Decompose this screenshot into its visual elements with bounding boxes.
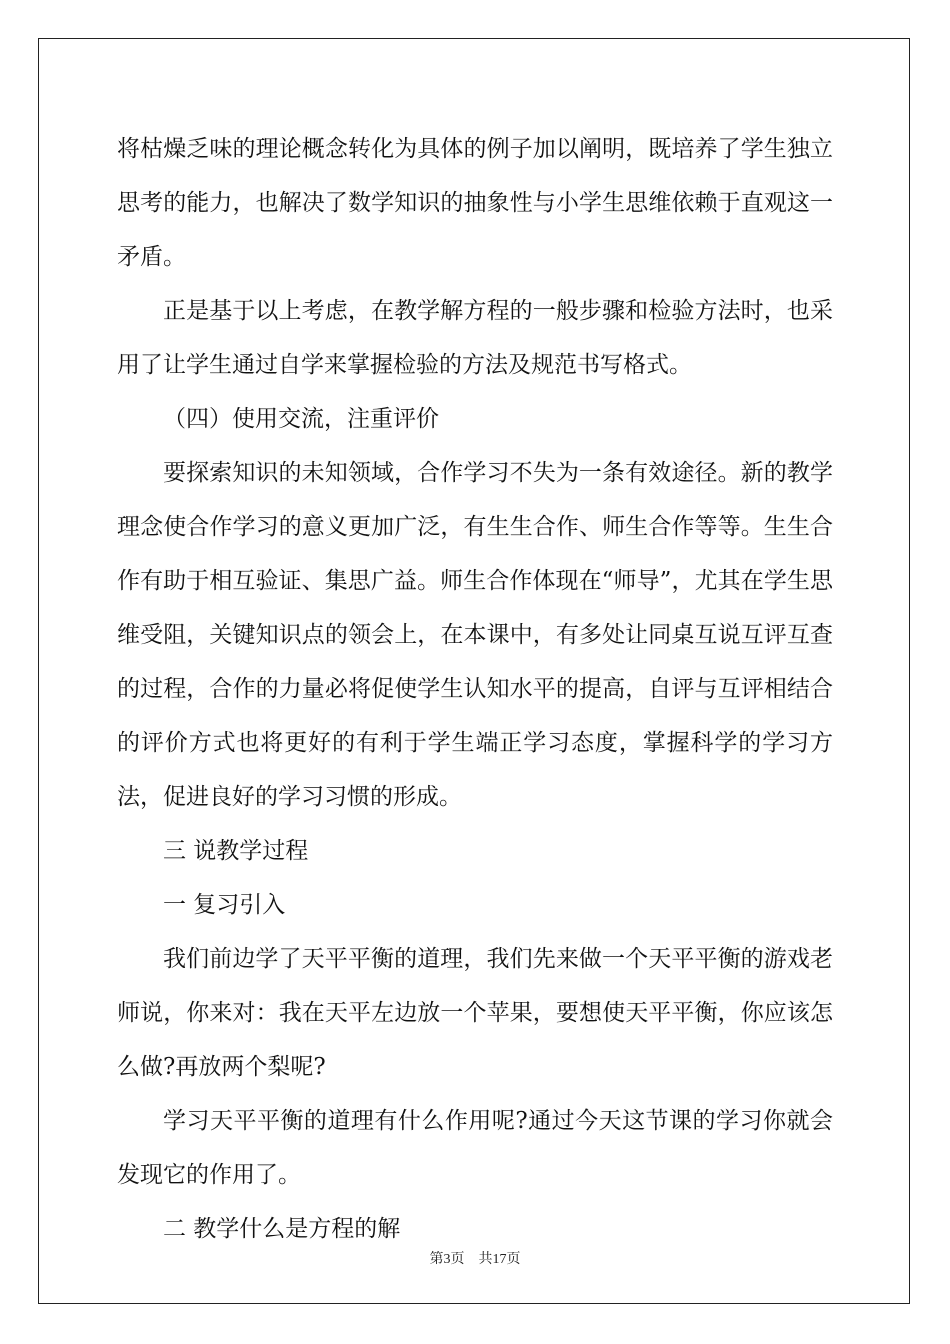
paragraph: 正是基于以上考虑，在教学解方程的一般步骤和检验方法时，也采用了让学生通过自学来掌握检验的方法及规范书写格式。 (117, 298, 833, 378)
paragraph: 学习天平平衡的道理有什么作用呢?通过今天这节课的学习你就会发现它的作用了。 (117, 1108, 833, 1188)
paragraph: 我们前边学了天平平衡的道理，我们先来做一个天平平衡的游戏老师说，你来对：我在天平左边放一个苹果，要想使天平平衡，你应该怎么做?再放两个梨呢? (117, 946, 833, 1080)
paragraph: 要探索知识的未知领域，合作学习不失为一条有效途径。新的教学理念使合作学习的意义更加广泛，有生生合作、师生合作等等。生生合作有助于相互验证、集思广益。师生合作体现在“师导”，尤其在学生思维受阻，关键知识点的领会上，在本课中，有多处让同桌互说互评互查的过程，合作的力量必将促使学生认知水平的提高，自评与互评相结合的评价方式也将更好的有利于学生端正学习态度，掌握科学的学习方法，促进良好的学习习惯的形成。 (117, 460, 833, 810)
paragraph: 将枯燥乏味的理论概念转化为具体的例子加以阐明，既培养了学生独立思考的能力，也解决了数学知识的抽象性与小学生思维依赖于直观这一矛盾。 (117, 136, 833, 270)
document-body (117, 122, 833, 1256)
section-heading: （四）使用交流，注重评价 (163, 406, 439, 432)
section-heading: 三 说教学过程 (163, 838, 309, 864)
page-number-footer: 第3页 共17页 (429, 1252, 521, 1267)
section-heading: 一 复习引入 (163, 892, 286, 918)
section-heading: 二 教学什么是方程的解 (163, 1216, 401, 1242)
